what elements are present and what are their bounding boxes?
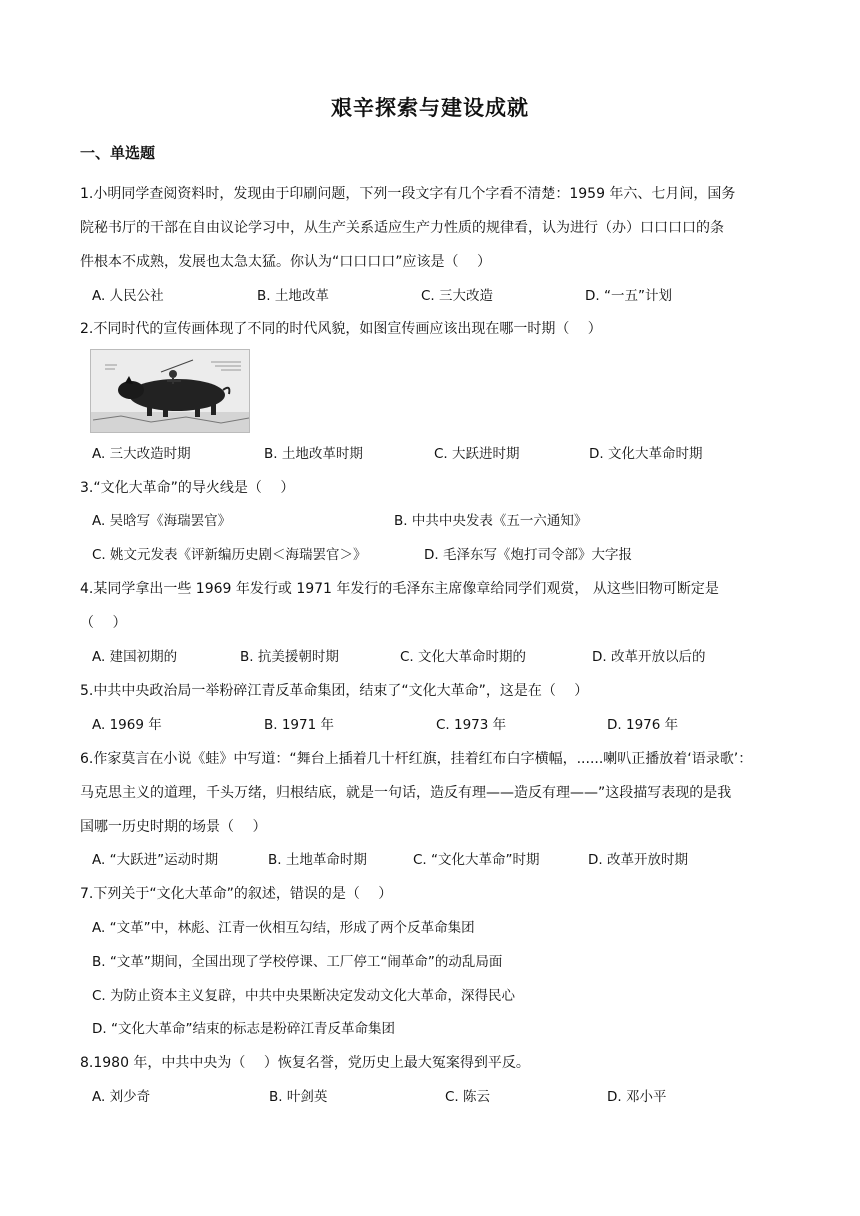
- option-a[interactable]: A. “文革”中，林彪、江青一伙相互勾结，形成了两个反革命集团: [92, 920, 475, 936]
- question-text: 8.1980 年，中共中央为（ ）恢复名誉，党历史上最大冤案得到平反。: [80, 1055, 530, 1071]
- option-a[interactable]: A. 人民公社: [92, 288, 164, 304]
- option-b[interactable]: B. 叶剑英: [269, 1089, 328, 1105]
- option-b[interactable]: B. 抗美援朝时期: [240, 649, 339, 665]
- question-text: 院秘书厅的干部在自由议论学习中，从生产关系适应生产力性质的规律看，认为进行（办）口口口口的条: [80, 220, 724, 236]
- option-b[interactable]: B. 1971 年: [264, 717, 334, 733]
- question-text: （ ）: [80, 615, 127, 631]
- question-text: 国哪一历史时期的场景（ ）: [80, 819, 267, 835]
- option-c[interactable]: C. 陈云: [445, 1089, 491, 1105]
- option-a[interactable]: A. 建国初期的: [92, 649, 178, 665]
- pig-poster-illustration: [91, 350, 249, 432]
- question-text: 4.某同学拿出一些 1969 年发行或 1971 年发行的毛泽东主席像章给同学们观赏， 从这些旧物可断定是: [80, 581, 719, 597]
- option-a[interactable]: A. 吴晗写《海瑞罢官》: [92, 513, 232, 529]
- option-c[interactable]: C. 1973 年: [436, 717, 507, 733]
- question-text: 件根本不成熟，发展也太急太猛。你认为“口口口口”应该是（ ）: [80, 254, 491, 270]
- question-text: 5.中共中央政治局一举粉碎江青反革命集团，结束了“文化大革命”，这是在（ ）: [80, 683, 589, 699]
- option-c[interactable]: C. 为防止资本主义复辟，中共中央果断决定发动文化大革命，深得民心: [92, 988, 516, 1004]
- option-c[interactable]: C. 大跃进时期: [434, 446, 520, 462]
- option-d[interactable]: D. 改革开放以后的: [592, 649, 706, 665]
- option-c[interactable]: C. “文化大革命”时期: [413, 852, 540, 868]
- section-title: 一、单选题: [80, 144, 156, 162]
- question-text: 3.“文化大革命”的导火线是（ ）: [80, 480, 295, 496]
- question-text: 2.不同时代的宣传画体现了不同的时代风貌，如图宣传画应该出现在哪一时期（ ）: [80, 321, 602, 337]
- option-b[interactable]: B. “文革”期间，全国出现了学校停课、工厂停工“闹革命”的动乱局面: [92, 954, 503, 970]
- option-d[interactable]: D. 改革开放时期: [588, 852, 688, 868]
- option-d[interactable]: D. “一五”计划: [585, 288, 672, 304]
- option-b[interactable]: B. 土地改革: [257, 288, 329, 304]
- option-c[interactable]: C. 姚文元发表《评新编历史剧＜海瑞罢官＞》: [92, 547, 367, 563]
- option-b[interactable]: B. 中共中央发表《五一六通知》: [394, 513, 588, 529]
- option-a[interactable]: A. “大跃进”运动时期: [92, 852, 219, 868]
- option-c[interactable]: C. 文化大革命时期的: [400, 649, 527, 665]
- option-d[interactable]: D. 邓小平: [607, 1089, 667, 1105]
- option-a[interactable]: A. 刘少奇: [92, 1089, 151, 1105]
- option-d[interactable]: D. 毛泽东写《炮打司令部》大字报: [424, 547, 632, 563]
- question-text: 1.小明同学查阅资料时，发现由于印刷问题，下列一段文字有几个字看不清楚：1959 年六、七月间，国务: [80, 186, 736, 202]
- option-a[interactable]: A. 三大改造时期: [92, 446, 191, 462]
- document-title: 艰辛探索与建设成就: [331, 96, 529, 120]
- option-b[interactable]: B. 土地改革时期: [264, 446, 363, 462]
- option-c[interactable]: C. 三大改造: [421, 288, 494, 304]
- question-text: 马克思主义的道理，千头万绪，归根结底，就是一句话，造反有理——造反有理——”这段描写表现的是我: [80, 785, 732, 801]
- option-a[interactable]: A. 1969 年: [92, 717, 162, 733]
- option-d[interactable]: D. “文化大革命”结束的标志是粉碎江青反革命集团: [92, 1021, 395, 1037]
- propaganda-poster-image: [90, 349, 250, 433]
- option-b[interactable]: B. 土地革命时期: [268, 852, 367, 868]
- option-d[interactable]: D. 1976 年: [607, 717, 679, 733]
- option-d[interactable]: D. 文化大革命时期: [589, 446, 703, 462]
- question-text: 6.作家莫言在小说《蛙》中写道：“舞台上插着几十杆红旗，挂着红布白字横幅，......喇叭正播放着‘语录歌’：: [80, 751, 753, 767]
- question-text: 7.下列关于“文化大革命”的叙述，错误的是（ ）: [80, 886, 393, 902]
